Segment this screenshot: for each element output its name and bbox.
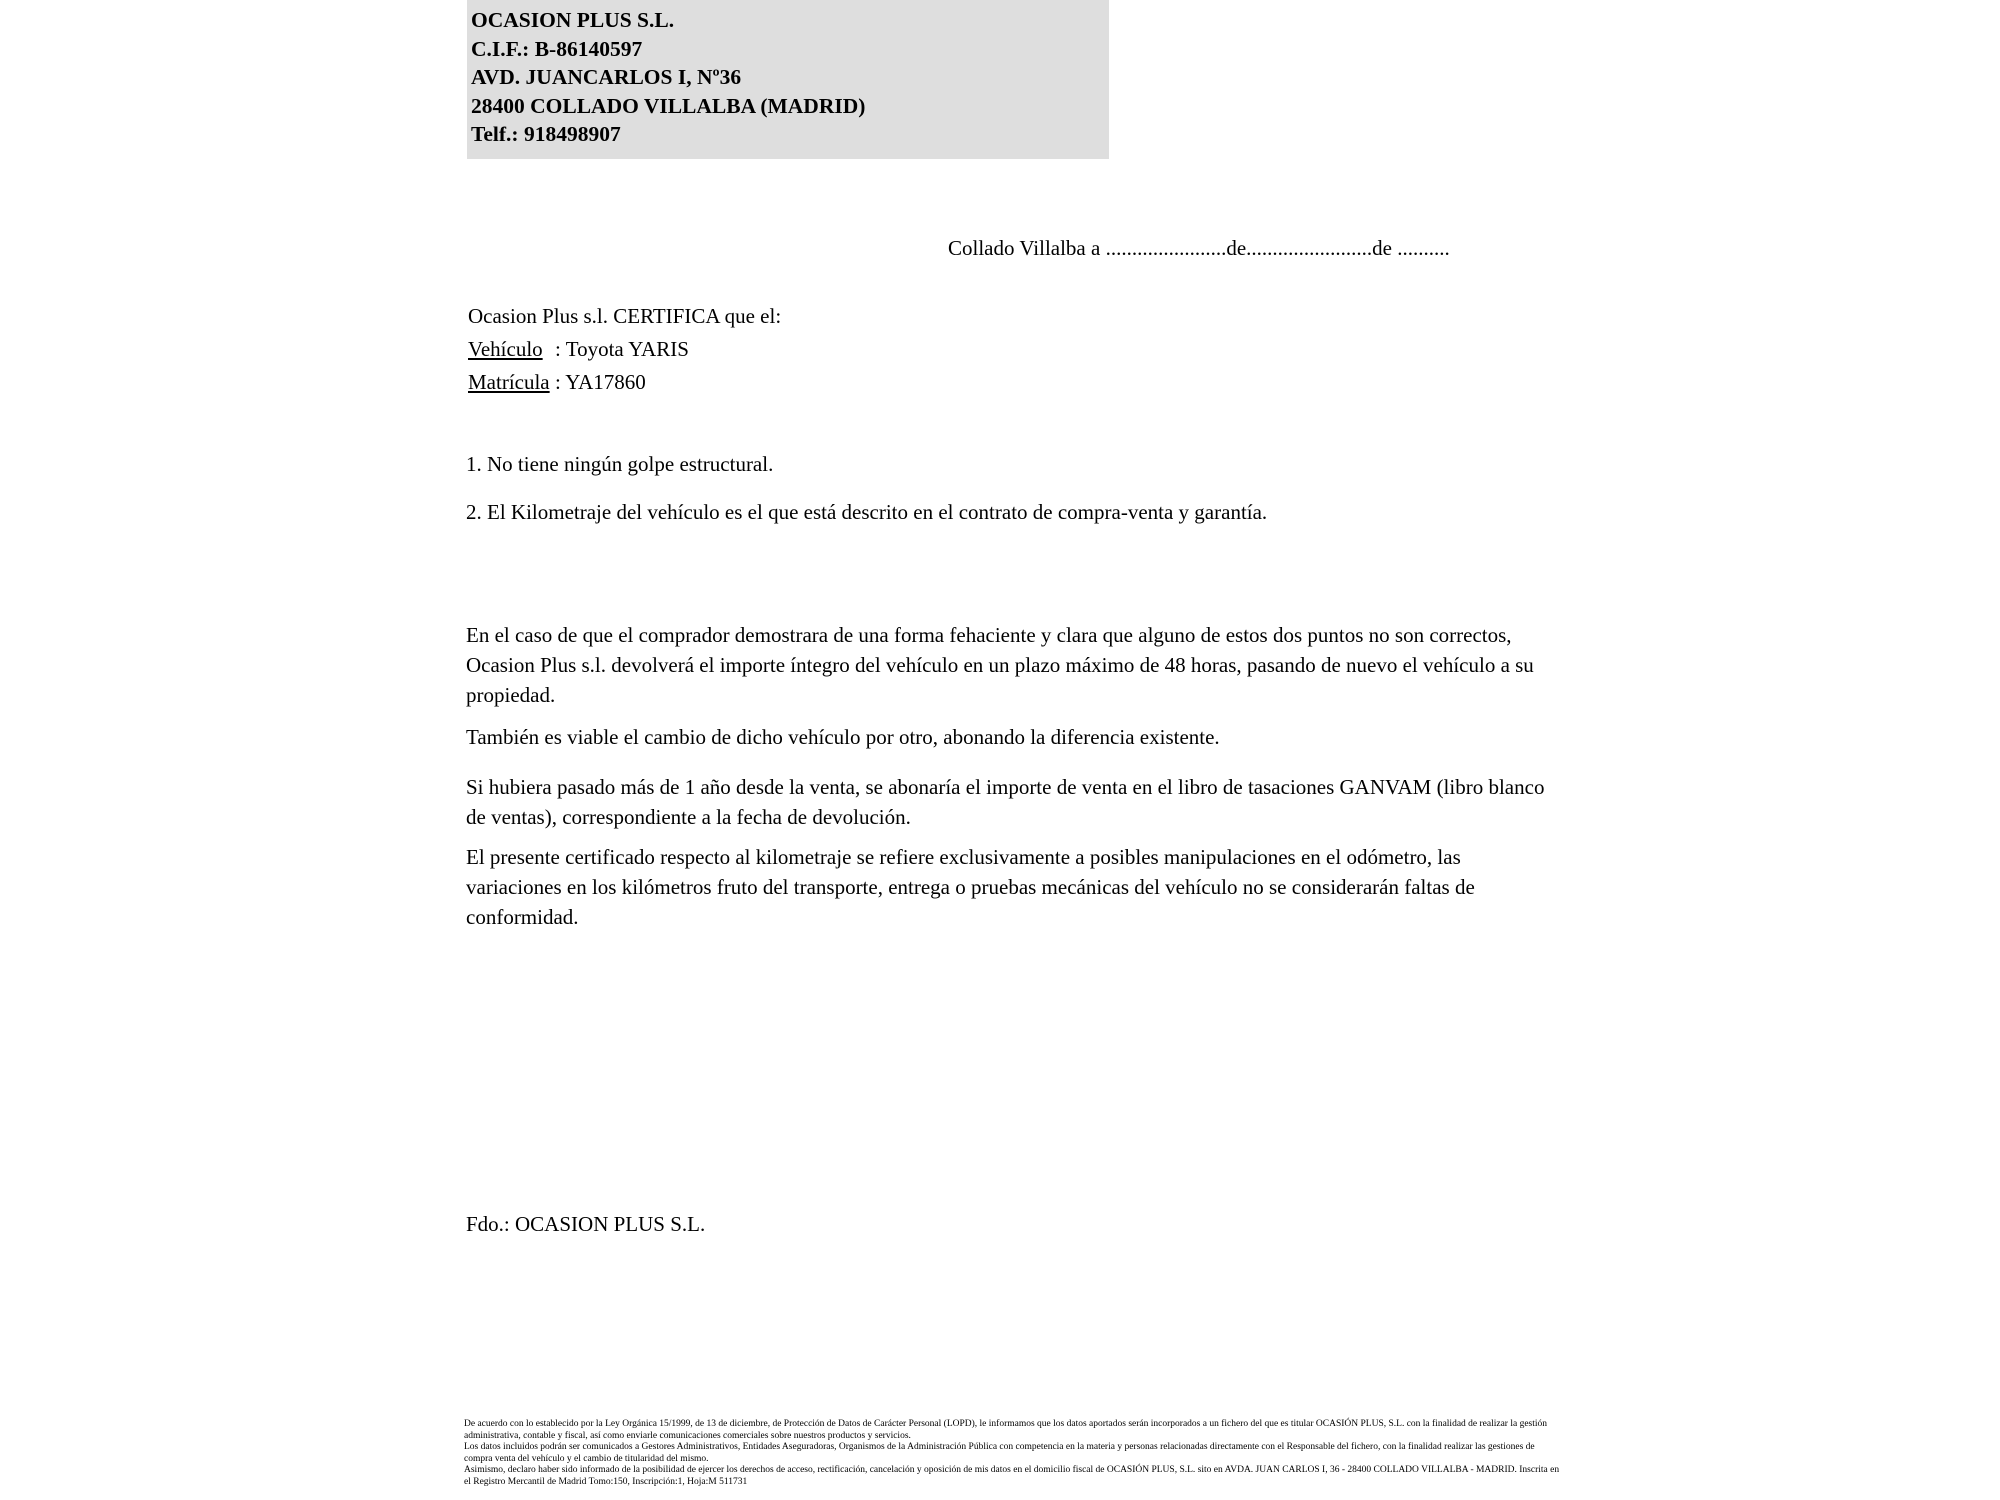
signature-line: Fdo.: OCASION PLUS S.L. bbox=[466, 1212, 706, 1236]
vehicle-row bbox=[468, 333, 781, 366]
certification-point-1: 1. No tiene ningún golpe estructural. bbox=[466, 452, 774, 476]
legal-paragraph-3: Asimismo, declaro haber sido informado de la posibilidad de ejercer los derechos de acceso, rectificación, cancelación y oposición de mis datos en el domicilio fiscal de OCASIÓN PLUS, S.L. sito en AVDA. JUAN CARLOS I, 36 - 28400 COLLADO VILLALBA - MADRID. Inscrita en el Registro Mercantil de Madrid Tomo:150, Inscripción:1, Hoja:M 511731 bbox=[464, 1465, 1560, 1487]
certification-intro: Ocasion Plus s.l. CERTIFICA que el: bbox=[468, 304, 782, 328]
letterhead-line-cif: C.I.F.: B-86140597 bbox=[471, 36, 643, 61]
certification-point-2: 2. El Kilometraje del vehículo es el que está descrito en el contrato de compra-venta y garantía. bbox=[466, 500, 1268, 524]
legal-paragraph-2: Los datos incluidos podrán ser comunicados a Gestores Administrativos, Entidades Aseguradoras, Organismos de la Administración Pública con competencia en la materia y personas relacionadas directamente con el Responsable del fichero, con la finalidad realizar las gestiones de compra venta del vehículo y el cambio de titularidad del mismo. bbox=[464, 1442, 1535, 1464]
vehicle-label: Vehículo bbox=[468, 337, 543, 361]
plate-label: Matrícula bbox=[468, 370, 550, 394]
letterhead-line-phone: Telf.: 918498907 bbox=[471, 122, 621, 146]
vehicle-value: : Toyota YARIS bbox=[555, 337, 689, 361]
letterhead-line-company: OCASION PLUS S.L. bbox=[471, 8, 675, 32]
legal-paragraph-1: De acuerdo con lo establecido por la Ley Orgánica 15/1999, de 13 de diciembre, de Protección de Datos de Carácter Personal (LOPD), le informamos que los datos aportados serán incorporados a un fichero del que es titular OCASIÓN PLUS, S.L. con la finalidad de realizar la gestión administrativa, contable y fiscal, así como enviarle comunicaciones comerciales sobre nuestros productos y servicios. bbox=[464, 1419, 1548, 1441]
paragraph-vehicle-exchange: También es viable el cambio de dicho vehículo por otro, abonando la diferencia existente. bbox=[466, 725, 1220, 749]
letterhead-line-city: 28400 COLLADO VILLALBA (MADRID) bbox=[471, 93, 866, 118]
paragraph-one-year-clause: Si hubiera pasado más de 1 año desde la venta, se abonaría el importe de venta en el libro de tasaciones GANVAM (libro blanco de ventas), correspondiente a la fecha de devolución. bbox=[466, 775, 1545, 829]
plate-row bbox=[468, 366, 781, 399]
certification-block bbox=[468, 300, 781, 399]
company-letterhead bbox=[467, 0, 1109, 159]
legal-footer bbox=[464, 1419, 1564, 1489]
plate-value: : YA17860 bbox=[555, 370, 646, 394]
paragraph-refund-conditions: En el caso de que el comprador demostrara de una forma fehaciente y clara que alguno de estos dos puntos no son correctos, Ocasion Plus s.l. devolverá el importe íntegro del vehículo en un plazo máximo de 48 horas, pasando de nuevo el vehículo a su propiedad. bbox=[466, 623, 1534, 707]
paragraph-odometer-scope: El presente certificado respecto al kilometraje se refiere exclusivamente a posibles manipulaciones en el odómetro, las variaciones en los kilómetros fruto del transporte, entrega o pruebas mecánicas del vehículo no se considerarán faltas de conformidad. bbox=[466, 845, 1475, 929]
place-and-date-line: Collado Villalba a .......................de........................de .......... bbox=[948, 236, 1450, 260]
letterhead-line-address: AVD. JUANCARLOS I, Nº36 bbox=[471, 65, 742, 89]
